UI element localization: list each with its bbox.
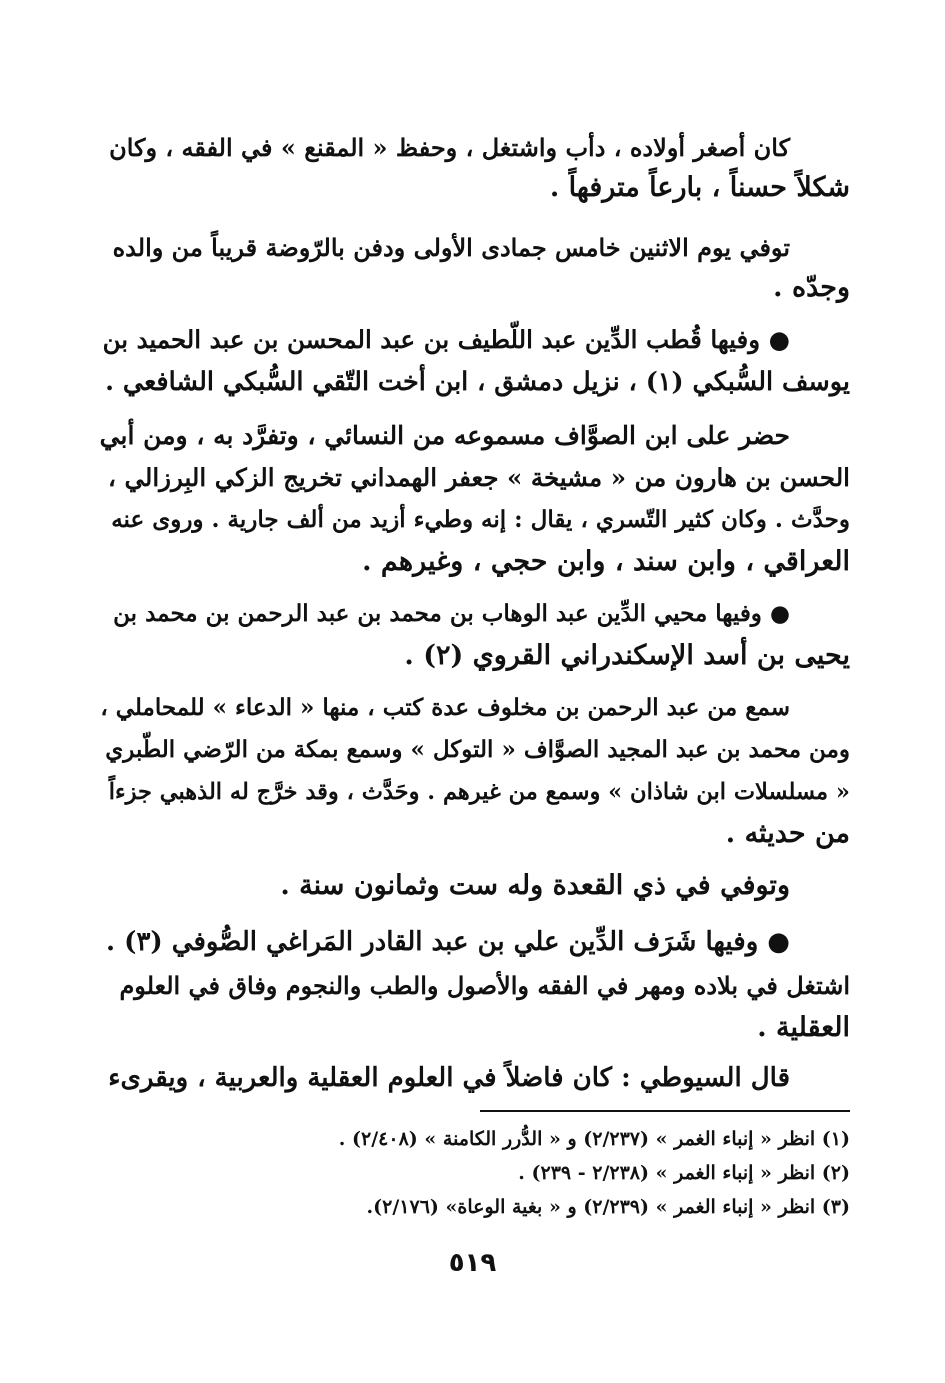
entry-heading: ● وفيها شَرَف الدِّين علي بن عبد القادر المَراغي الصُّوفي (٣) . <box>106 927 790 957</box>
text-line: شكلاً حسناً ، بارعاً مترفهاً . <box>549 172 850 203</box>
text-line: قال السيوطي : كان فاضلاً في العلوم العقلية والعربية ، ويقرىء <box>108 1063 790 1093</box>
footnote: (١) انظر « إنباء الغمر » (٢/٢٣٧) و « الدُّرر الكامنة » (٢/٤٠٨) . <box>338 1128 850 1150</box>
text-line: يحيى بن أسد الإسكندراني القروي (٢) . <box>404 640 850 671</box>
text-line: « مسلسلات ابن شاذان » وسمع من غيرهم . وحَدَّث ، وقد خرَّج له الذهبي جزءاً <box>108 779 850 805</box>
footnote: (٣) انظر « إنباء الغمر » (٢/٢٣٩) و « بغية الوعاة» (٢/١٧٦). <box>366 1196 850 1218</box>
entry-heading: ● وفيها قُطب الدِّين عبد اللّطيف بن عبد المحسن بن عبد الحميد بن <box>102 325 790 354</box>
footnote-divider <box>480 1110 850 1112</box>
footnote: (٢) انظر « إنباء الغمر » (٢/٢٣٨ - ٢٣٩) . <box>518 1162 850 1184</box>
text-line: وحدَّث . وكان كثير التّسري ، يقال : إنه وطيء أزيد من ألف جارية . وروى عنه <box>111 506 850 533</box>
text-line: ومن محمد بن عبد المجيد الصوَّاف « التوكل » وسمع بمكة من الرّضي الطّبري <box>105 736 850 763</box>
text-line: وتوفي في ذي القعدة وله ست وثمانون سنة . <box>280 870 790 901</box>
page-number: ٥١٩ <box>448 1248 497 1278</box>
text-line: العقلية . <box>757 1012 850 1043</box>
text-line: الحسن بن هارون من « مشيخة » جعفر الهمداني تخريج الزكي البِرزالي ، <box>108 463 850 492</box>
text-line: حضر على ابن الصوَّاف مسموعه من النسائي ، وتفرَّد به ، ومن أبي <box>99 421 790 450</box>
text-line: العراقي ، وابن سند ، وابن حجي ، وغيرهم . <box>362 546 850 577</box>
text-line: توفي يوم الاثنين خامس جمادى الأولى ودفن بالرّوضة قريباً من والده <box>112 233 790 262</box>
text-line: كان أصغر أولاده ، دأب واشتغل ، وحفظ « المقنع » في الفقه ، وكان <box>109 133 790 162</box>
text-line: من حديثه . <box>725 818 850 849</box>
entry-heading: ● وفيها محيي الدِّين عبد الوهاب بن محمد بن عبد الرحمن بن محمد بن <box>113 600 790 627</box>
text-line: اشتغل في بلاده ومهر في الفقه والأصول والطب والنجوم وفاق في العلوم <box>119 971 850 1000</box>
text-line: وجدّه . <box>773 272 850 303</box>
text-line: يوسف السُّبكي (١) ، نزيل دمشق ، ابن أخت التّقي السُّبكي الشافعي . <box>105 367 850 397</box>
text-line: سمع من عبد الرحمن بن مخلوف عدة كتب ، منها « الدعاء » للمحاملي ، <box>100 694 790 721</box>
